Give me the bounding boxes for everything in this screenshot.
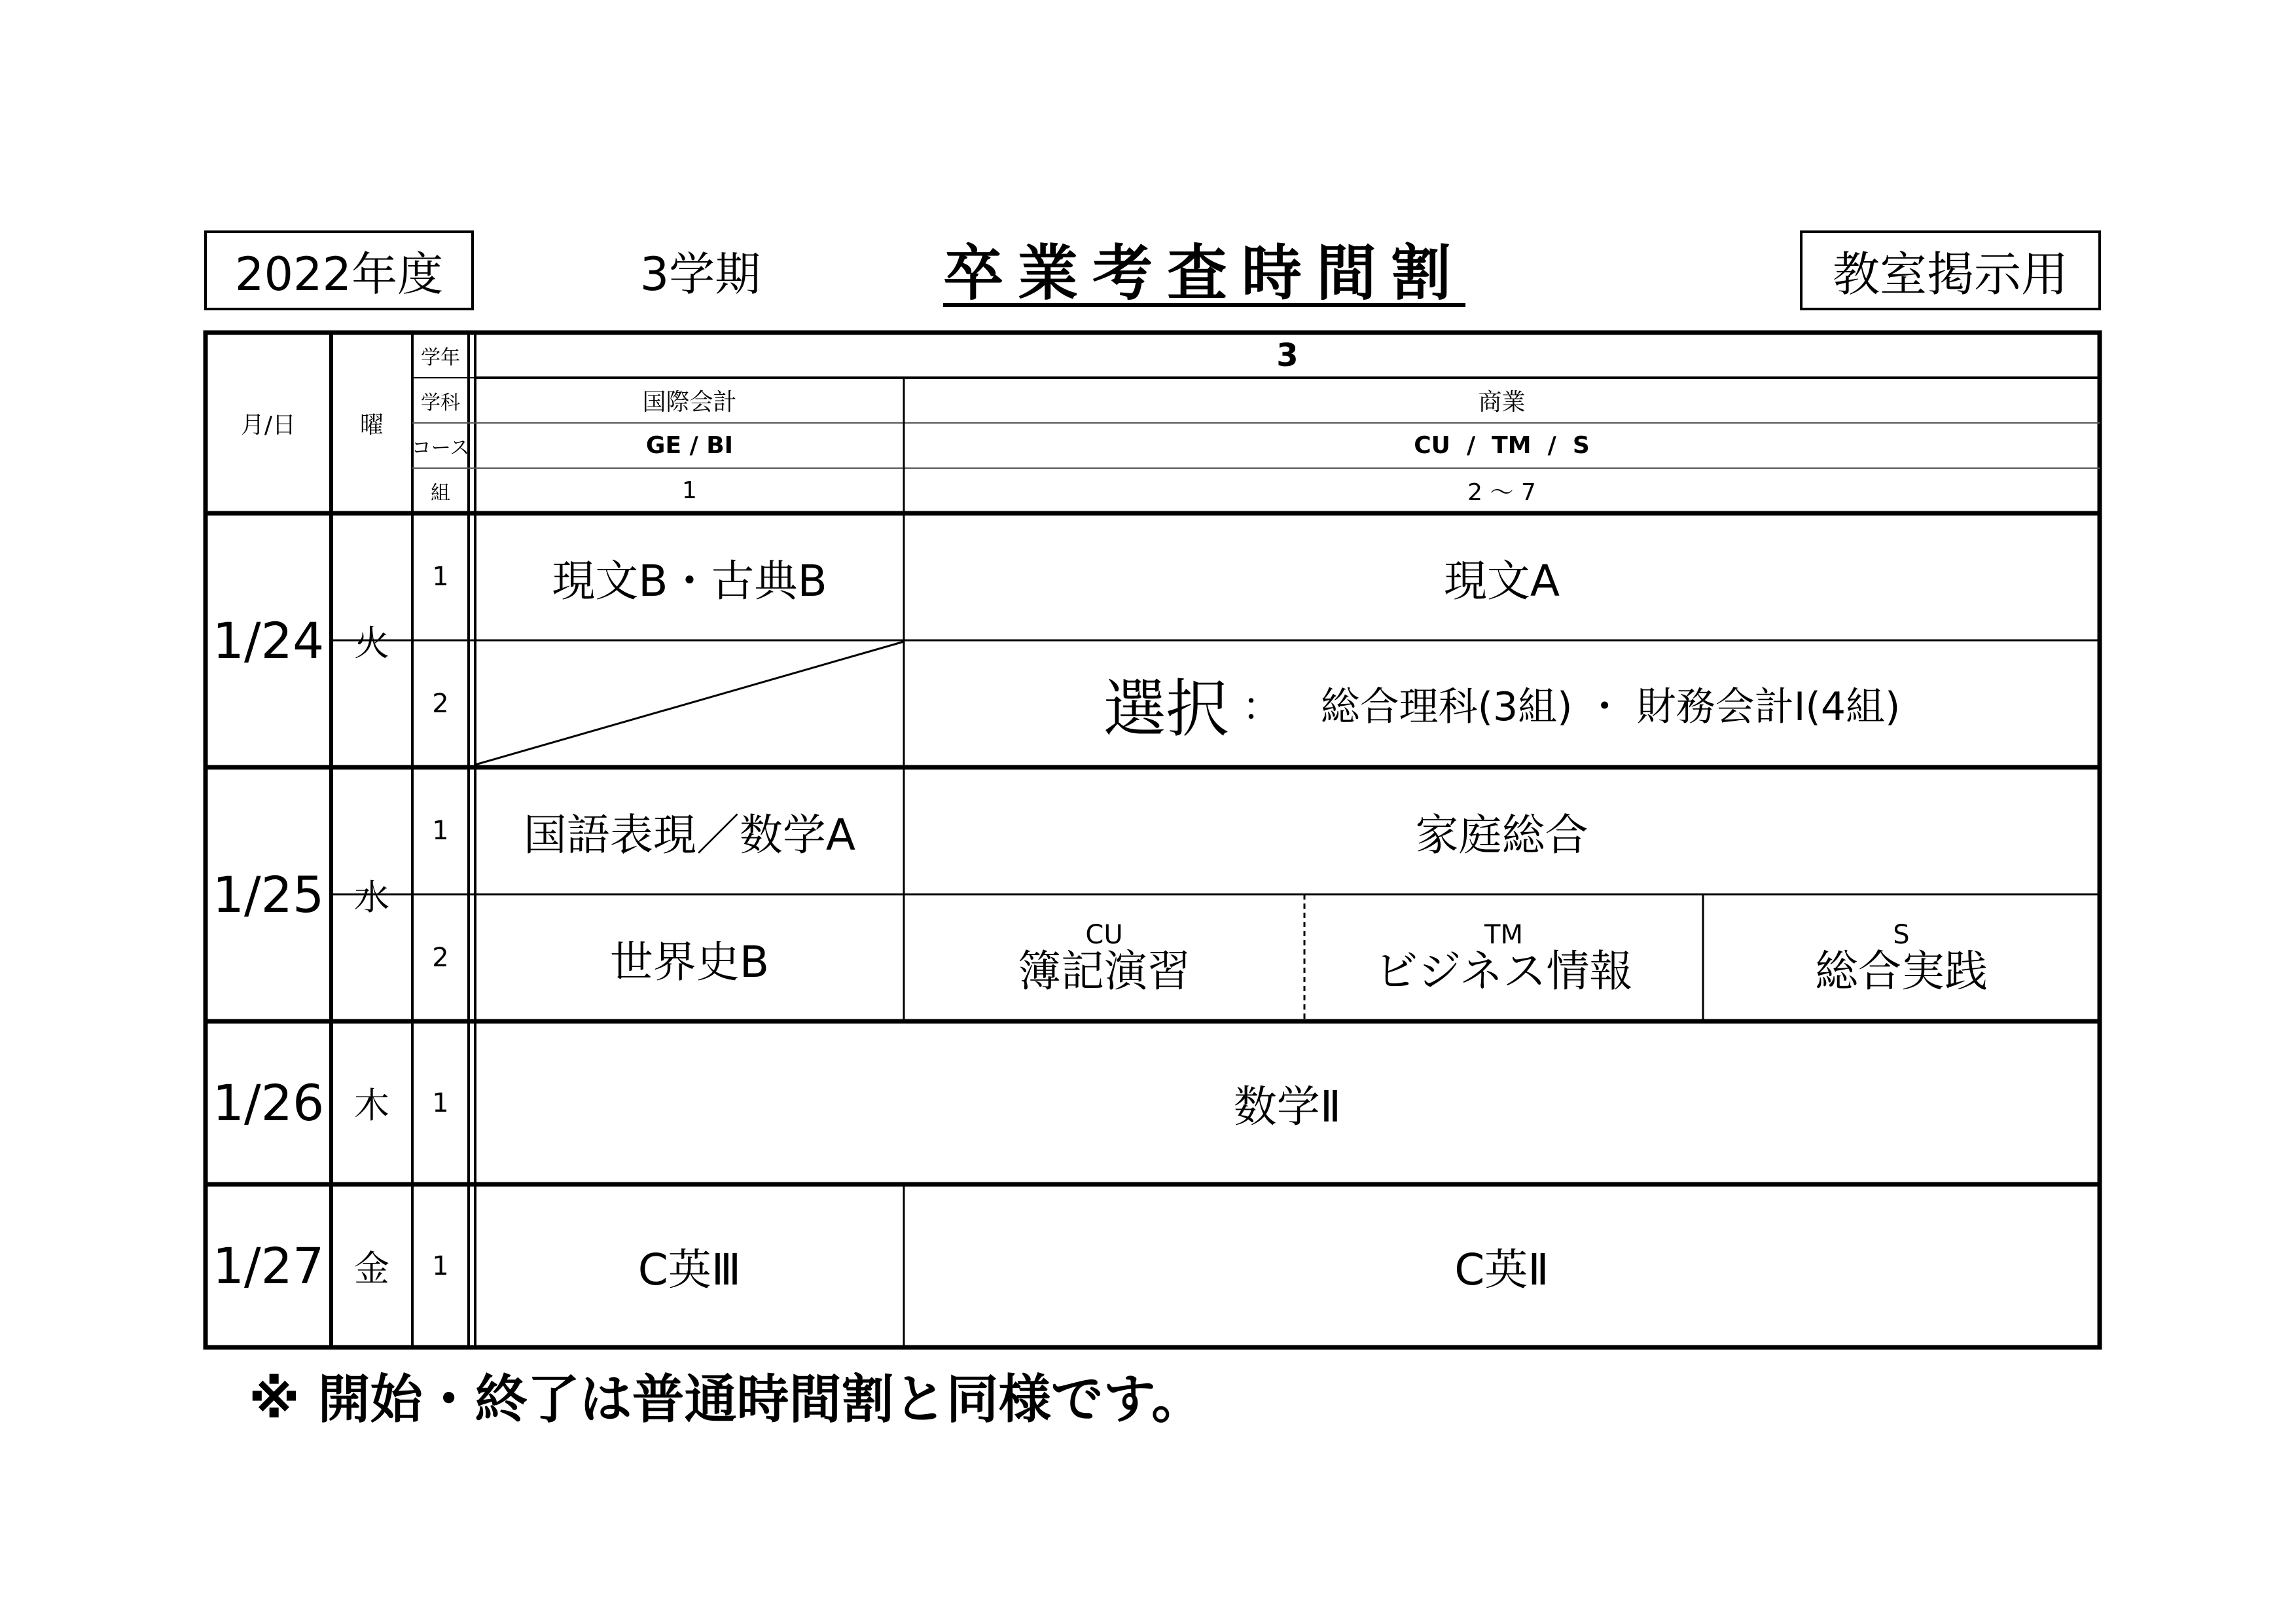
period-number: 1	[432, 1250, 449, 1281]
course-header: コース	[411, 436, 470, 460]
elective-cell	[904, 640, 2100, 767]
elective-colon: ：	[1242, 684, 1282, 730]
period-number: 1	[432, 816, 449, 846]
all-subject: 数学Ⅱ	[1233, 1082, 1342, 1132]
grade-header: 学年	[421, 346, 460, 369]
dow-cell: 金	[354, 1248, 389, 1289]
elective-subjects: 総合理科(3組) ・ 財務会計Ⅰ(4組)	[1320, 684, 1901, 730]
dow-cell: 水	[354, 876, 389, 918]
biz-subject: 現文A	[1443, 555, 1560, 606]
dept-header: 学科	[421, 391, 460, 414]
course-subject-s	[1703, 894, 2100, 1021]
period-number: 1	[432, 562, 449, 592]
biz-dept: 商業	[1478, 389, 1526, 416]
course-subject-cu	[904, 894, 1304, 1021]
dow-header: 曜	[359, 411, 384, 439]
grade-value: 3	[1276, 337, 1299, 374]
elective-label: 選択	[1103, 672, 1229, 746]
biz-subject: C英Ⅱ	[1454, 1245, 1549, 1295]
course-subject-tm	[1304, 894, 1703, 1021]
dow-cell: 木	[354, 1085, 389, 1126]
course-tag: TM	[1484, 920, 1523, 951]
course-tag: CU	[1085, 920, 1123, 951]
intl-subject: 世界史B	[609, 936, 770, 987]
course-tag: S	[1893, 920, 1910, 951]
date-header: 月/日	[240, 411, 296, 439]
date-cell: 1/26	[212, 1074, 325, 1132]
page-title: 卒業考査時間割	[942, 238, 1465, 308]
intl-subject: 現文B・古典B	[552, 555, 827, 606]
biz-class: 2 ～ 7	[1467, 479, 1536, 506]
intl-course: GE / BI	[645, 432, 734, 459]
intl-subject: 国語表現／数学A	[523, 809, 856, 860]
dow-cell: 火	[354, 622, 389, 664]
period-number: 1	[432, 1087, 449, 1118]
class-header: 組	[431, 481, 450, 505]
course-subject: ビジネス情報	[1374, 946, 1633, 997]
date-cell: 1/24	[212, 611, 325, 670]
term-label: 3学期	[639, 247, 761, 301]
period-number: 2	[432, 943, 449, 973]
course-subject: 総合実践	[1815, 946, 1988, 997]
intl-dept: 国際会計	[642, 389, 737, 416]
date-cell: 1/27	[212, 1237, 325, 1295]
course-subject: 簿記演習	[1018, 946, 1191, 997]
posting-label: 教室掲示用	[1832, 247, 2068, 302]
intl-subject: C英Ⅲ	[637, 1245, 742, 1295]
period-number: 2	[432, 689, 449, 719]
biz-course: CU / TM / S	[1414, 432, 1590, 459]
biz-subject: 家庭総合	[1415, 809, 1588, 860]
footer-note: ※ 開始・終了は普通時間割と同様です。	[249, 1368, 1204, 1430]
date-cell: 1/25	[212, 865, 325, 924]
intl-class: 1	[682, 477, 697, 504]
year-label: 2022年度	[234, 247, 444, 301]
